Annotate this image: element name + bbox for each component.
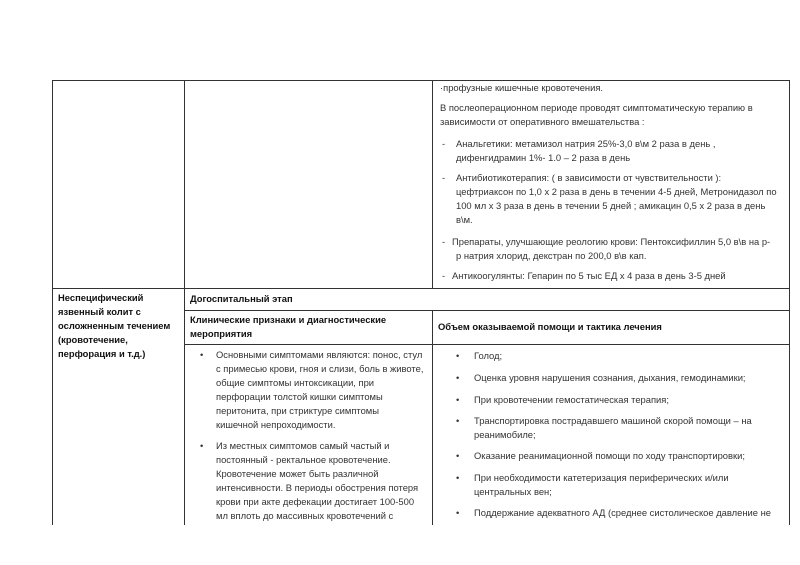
stage-title: Догоспитальный этап	[190, 293, 293, 304]
col-divider-2-bottom	[432, 310, 433, 525]
clinical-line: крови при акте дефекации достигает 100-500	[216, 496, 415, 507]
list-item-line: 100 мл х 3 раза в день в течении 5 дней ; амикацин 0,5 х 2 раза в день	[456, 200, 766, 211]
list-item-line: Антикоогулянты: Гепарин по 5 тыс ЕД х 4 раза в день 3-5 дней	[452, 270, 726, 281]
disease-name-line: Неспецифический	[58, 292, 144, 303]
top-right-para-line: В послеоперационном периоде проводят симптоматическую терапию в	[440, 102, 753, 113]
top-right-para-line: зависимости от оперативного вмешательства :	[440, 116, 645, 127]
bullet-dot: •	[456, 372, 460, 383]
help-line: Оказание реанимационной помощи по ходу транспортировки;	[474, 450, 745, 461]
clinical-line: кишечной непроходимости.	[216, 419, 336, 430]
help-header: Объем оказываемой помощи и тактика лечения	[438, 321, 662, 332]
clinical-line: с примесью крови, гноя и слизи, боль в животе,	[216, 363, 424, 374]
bullet-dot: •	[456, 350, 460, 361]
clinical-line: Кровотечение может быть различной	[216, 468, 379, 479]
disease-name-line: язвенный колит с	[58, 306, 141, 317]
list-dash: -	[442, 236, 446, 247]
list-item-line: цефтриаксон по 1,0 х 2 раза в день в течении 4-5 дней, Метронидазол по	[456, 186, 777, 197]
row-divider-3	[184, 344, 790, 345]
clinical-header-line: Клинические признаки и диагностические	[190, 314, 387, 325]
list-item-line: р натрия хлорид, декстран по 200,0 в\в кап.	[456, 250, 647, 261]
disease-name-line: перфорация и т.д.)	[58, 348, 146, 359]
list-dash: -	[442, 270, 446, 281]
help-line: При необходимости катетеризация периферических и/или	[474, 472, 729, 483]
list-dash: -	[442, 138, 446, 149]
bullet-dot: •	[456, 394, 460, 405]
help-line: При кровотечении гемостатическая терапия;	[474, 394, 669, 405]
clinical-line: Основными симптомами являются: понос, стул	[216, 349, 423, 360]
col-divider-1	[184, 80, 185, 525]
clinical-line: мл вплоть до массивных кровотечений с	[216, 510, 394, 521]
table-border-top	[52, 80, 790, 81]
bullet-dot: •	[456, 450, 460, 461]
clinical-line: Из местных симптомов самый частый и	[216, 440, 390, 451]
list-item-line: Препараты, улучшающие реологию крови: Пентоксифиллин 5,0 в\в на р-	[452, 236, 771, 247]
help-line: центральных вен;	[474, 486, 552, 497]
help-line: Транспортировка пострадавшего машиной скорой помощи – на	[474, 415, 752, 426]
clinical-line: постоянный - ректальное кровотечение.	[216, 454, 391, 465]
clinical-line: интенсивности. В периоды обострения потеря	[216, 482, 419, 493]
list-item-line: в\м.	[456, 214, 473, 225]
clinical-line: общие симптомы интоксикации, при	[216, 377, 375, 388]
disease-name-line: осложненным течением	[58, 320, 171, 331]
help-line: Оценка уровня нарушения сознания, дыхания, гемодинамики;	[474, 372, 746, 383]
table-border-right	[789, 80, 790, 525]
list-item-line: Анальгетики: метамизол натрия 25%-3,0 в\м 2 раза в день ,	[456, 138, 716, 149]
top-right-line0: ·профузные кишечные кровотечения.	[440, 82, 604, 93]
help-line: реанимобиле;	[474, 429, 536, 440]
disease-name-line: (кровотечение,	[58, 334, 128, 345]
bullet-dot: •	[456, 472, 460, 483]
clinical-header-line: мероприятия	[190, 328, 253, 339]
bullet-dot: •	[200, 349, 204, 360]
help-line: Поддержание адекватного АД (среднее систолическое давление не	[474, 507, 771, 518]
bullet-dot: •	[456, 415, 460, 426]
row-divider-1	[52, 288, 790, 289]
list-item-line: Антибиотикотерапия: ( в зависимости от чувствительности ):	[456, 172, 722, 183]
list-dash: -	[442, 172, 446, 183]
table-border-left	[52, 80, 53, 525]
row-divider-2	[184, 310, 790, 311]
help-line: Голод;	[474, 350, 503, 361]
bullet-dot: •	[200, 440, 204, 451]
clinical-line: перитонита, при стриктуре симптомы	[216, 405, 379, 416]
bullet-dot: •	[456, 507, 460, 518]
col-divider-2-top	[432, 80, 433, 289]
list-item-line: дифенгидрамин 1%- 1.0 – 2 раза в день	[456, 152, 631, 163]
clinical-line: перфорации толстой кишки симптомы	[216, 391, 383, 402]
